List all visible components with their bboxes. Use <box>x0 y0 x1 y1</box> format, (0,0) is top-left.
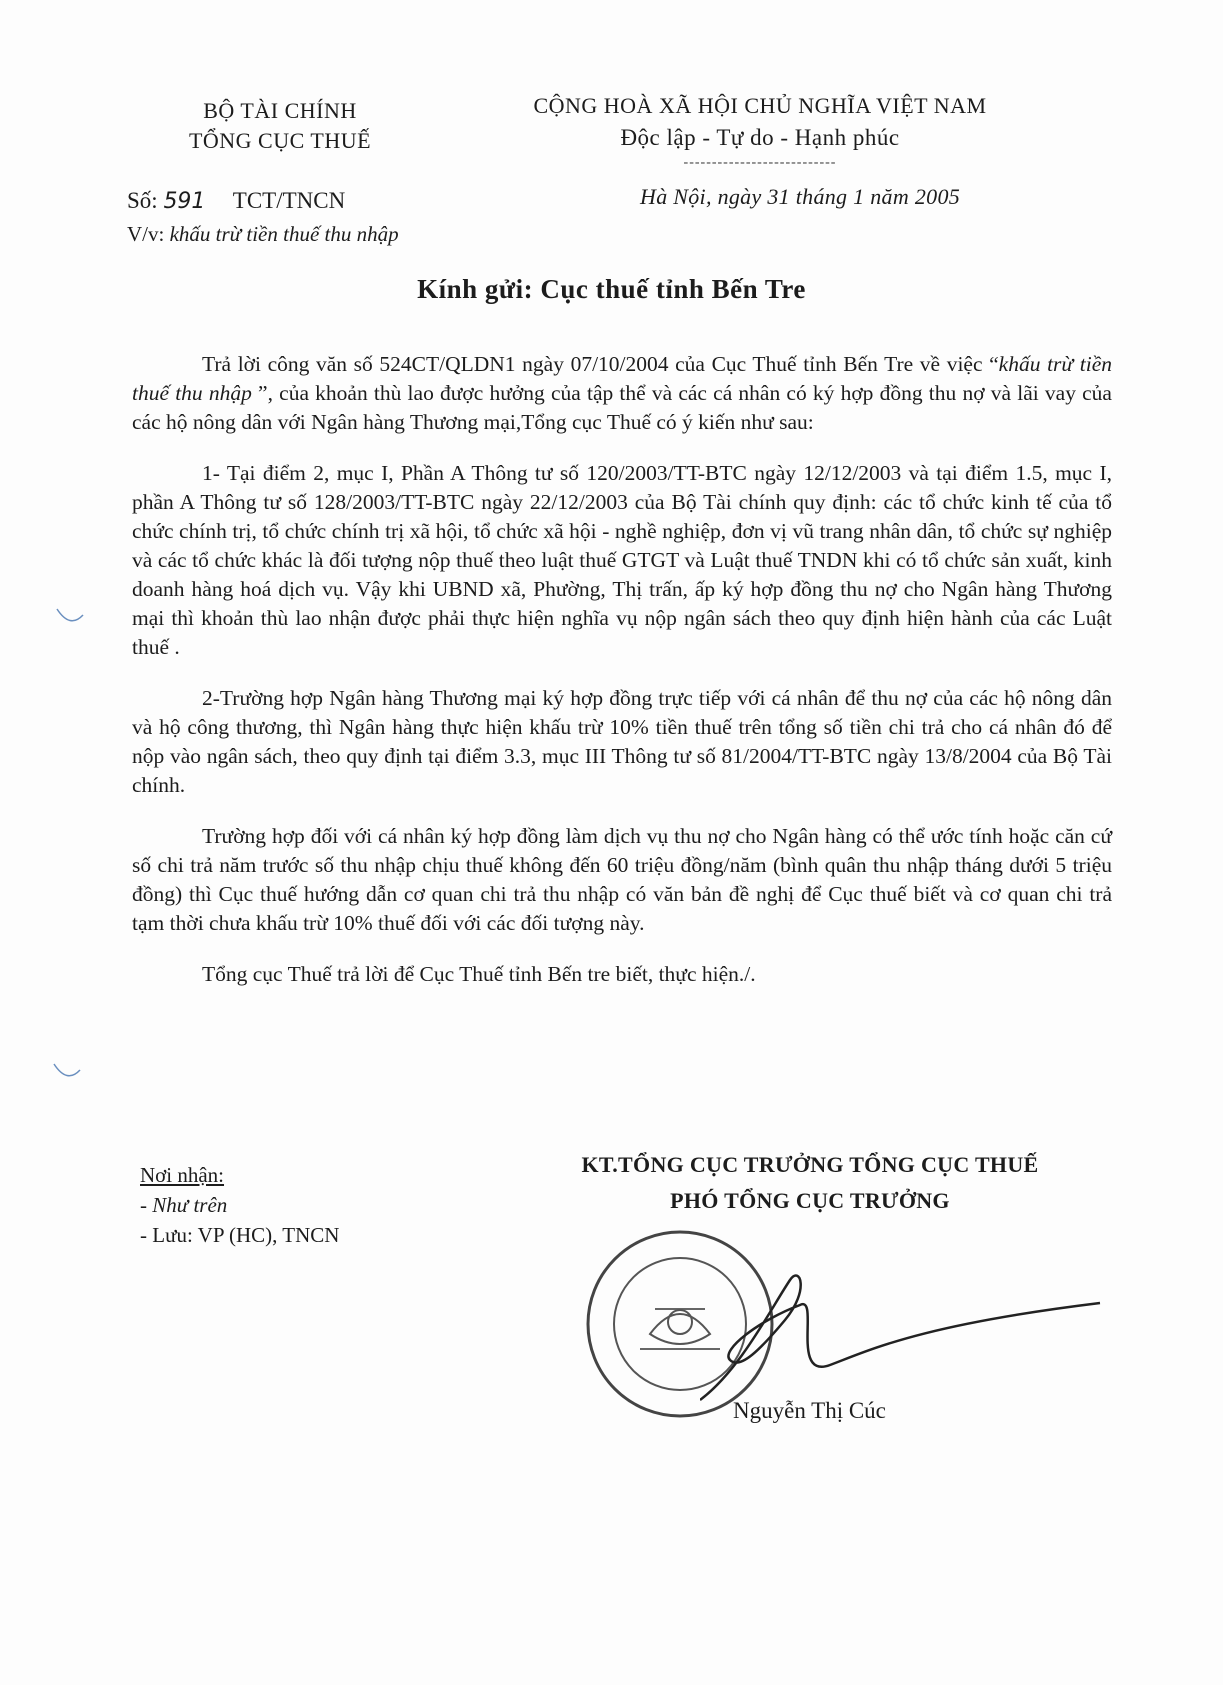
paragraph-1: Trả lời công văn số 524CT/QLDN1 ngày 07/10/2004 của Cục Thuế tỉnh Bến Tre về việc “khấu trừ tiền thuế thu nhập ”, của khoản thù lao được hưởng của tập thể và các cá nhân có ký hợp đồng thu nợ và lãi vay của các hộ nông dân với Ngân hàng Thương mại,Tổng cục Thuế có ý kiến như sau: <box>132 352 1112 434</box>
signer-name: Nguyễn Thị Cúc <box>733 1398 886 1423</box>
distribution-label: Nơi nhận: <box>140 1163 225 1187</box>
paragraph-2: 1- Tại điểm 2, mục I, Phần A Thông tư số 120/2003/TT-BTC ngày 12/12/2003 và tại điểm 1.5, mục I, phần A Thông tư số 128/2003/TT-BTC ngày 22/12/2003 của Bộ Tài chính quy định: các tổ chức kinh tế của tổ chức chính trị, tổ chức chính trị xã hội, tổ chức xã hội - nghề nghiệp, đơn vị vũ trang nhân dân, tổ chức sự nghiệp và các tổ chức khác là đối tượng nộp thuế theo luật thuế GTGT và Luật thuế TNDN khi có tổ chức sản xuất, kinh doanh hàng hoá dịch vụ. Vậy khi UBND xã, Phường, Thị trấn, ấp ký hợp đồng thu nợ cho Ngân hàng Thương mại thì khoản thù lao nhận được phải thực hiện nghĩa vụ nộp ngân sách theo quy định hiện hành của các Luật thuế . <box>132 461 1112 659</box>
ministry-name: BỘ TÀI CHÍNH <box>203 98 357 123</box>
paragraph-5: Tổng cục Thuế trả lời để Cục Thuế tỉnh Bến tre biết, thực hiện./. <box>202 962 756 986</box>
country-name: CỘNG HOÀ XÃ HỘI CHỦ NGHĨA VIỆT NAM <box>533 93 987 118</box>
so-label: Số: <box>127 188 158 213</box>
paragraph-4: Trường hợp đối với cá nhân ký hợp đồng làm dịch vụ thu nợ cho Ngân hàng có thể ước tính hoặc căn cứ số chi trả năm trước số thu nhập chịu thuế không đến 60 triệu đồng/năm (bình quân thu nhập tháng dưới 5 triệu đồng) thì Cục thuế hướng dẫn cơ quan chi trả thu nhập có văn bản đề nghị để Cục thuế biết và cơ quan chi trả tạm thời chưa khấu trừ 10% thuế đối với các đối tượng này. <box>132 824 1112 935</box>
recipient-line: Kính gửi: Cục thuế tỉnh Bến Tre <box>417 274 806 304</box>
so-code: TCT/TNCN <box>232 188 346 213</box>
department-name: TỔNG CỤC THUẾ <box>188 128 372 153</box>
distribution-item: - Như trên <box>140 1193 228 1217</box>
vv-label: V/v: <box>127 222 165 246</box>
national-motto: Độc lập - Tự do - Hạnh phúc <box>620 125 900 150</box>
paragraph-3: 2-Trường hợp Ngân hàng Thương mại ký hợp đồng trực tiếp với cá nhân để thu nợ của các hộ nông dân và hộ công thương, thì Ngân hàng thực hiện khấu trừ 10% tiền thuế trên tổng số tiền chi trả cho cá nhân đó để nộp vào ngân sách, theo quy định tại điểm 3.3, mục III Thông tư số 81/2004/TT-BTC ngày 13/8/2004 của Bộ Tài chính. <box>132 686 1112 797</box>
signer-authority: KT.TỔNG CỤC TRƯỞNG TỔNG CỤC THUẾ <box>581 1152 1039 1177</box>
distribution-item: - Lưu: VP (HC), TNCN <box>140 1223 340 1247</box>
letter-body <box>132 350 1112 1011</box>
vv-subject: khấu trừ tiền thuế thu nhập <box>169 222 399 246</box>
punch-hole-mark-icon <box>52 1060 82 1082</box>
punch-hole-mark-icon <box>55 605 85 627</box>
distribution-list <box>140 1160 339 1250</box>
document-date: Hà Nội, ngày 31 tháng 1 năm 2005 <box>640 184 961 209</box>
handwritten-signature-icon <box>700 1250 1120 1420</box>
header-divider: --------------------------- <box>683 155 837 170</box>
so-number: 591 <box>163 189 206 214</box>
signer-position: PHÓ TỔNG CỤC TRƯỞNG <box>670 1188 950 1213</box>
document-subject <box>127 222 399 247</box>
document-number <box>127 188 345 214</box>
issuing-authority <box>130 96 430 156</box>
national-header <box>480 90 1040 172</box>
subject-quote: khấu trừ tiền thuế thu nhập <box>132 352 1112 405</box>
signature-block-title <box>530 1147 1090 1219</box>
